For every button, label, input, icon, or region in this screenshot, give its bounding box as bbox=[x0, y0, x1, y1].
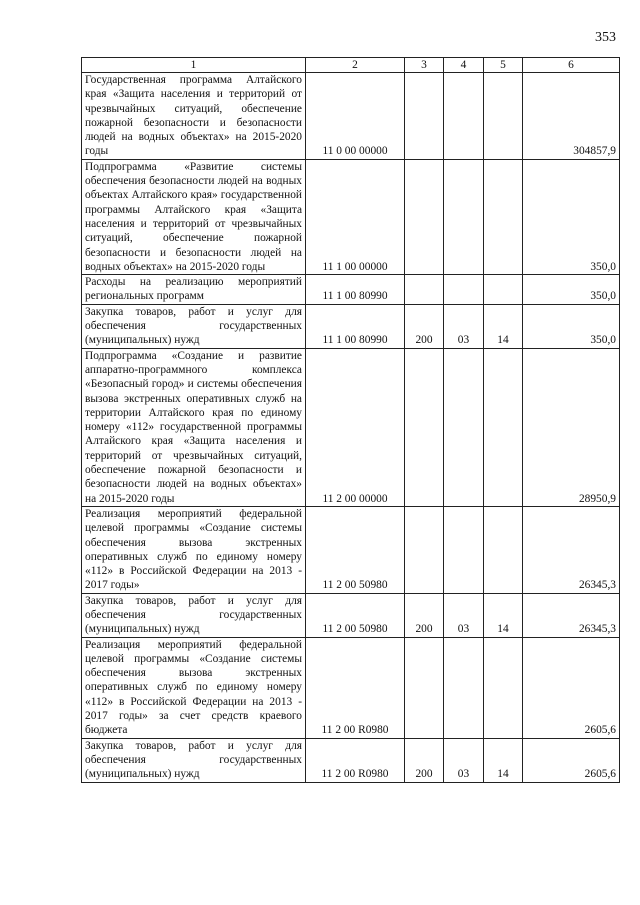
table-header bbox=[82, 58, 620, 73]
row-col-3 bbox=[405, 637, 444, 738]
row-col-5 bbox=[484, 275, 523, 305]
table-row bbox=[82, 637, 620, 738]
table-row bbox=[82, 304, 620, 348]
table-row bbox=[82, 159, 620, 274]
header-col-5: 5 bbox=[484, 58, 523, 73]
row-name: Подпрограмма «Развитие системы обеспечения безопасности людей на водных объектах Алтайского края» государственной программы Алтайского края «Защита населения и территорий от чрезвычайных ситуаций, обеспечение пожарной безопасности и безопасности людей на водных объектах» на 2015-2020 годы bbox=[82, 159, 306, 274]
row-amount: 26345,3 bbox=[523, 593, 620, 637]
row-name: Закупка товаров, работ и услуг для обеспечения государственных (муниципальных) нужд bbox=[82, 304, 306, 348]
row-col-5 bbox=[484, 637, 523, 738]
row-amount: 350,0 bbox=[523, 159, 620, 274]
row-col-5 bbox=[484, 506, 523, 593]
row-code: 11 1 00 80990 bbox=[306, 275, 405, 305]
row-code: 11 2 00 R0980 bbox=[306, 738, 405, 782]
row-code: 11 2 00 50980 bbox=[306, 506, 405, 593]
row-col-3 bbox=[405, 73, 444, 160]
row-name: Реализация мероприятий федеральной целевой программы «Создание системы обеспечения вызова экстренных оперативных служб по единому номеру «112» в Российской Федерации на 2013 - 2017 годы» bbox=[82, 506, 306, 593]
header-col-2: 2 bbox=[306, 58, 405, 73]
row-col-4: 03 bbox=[444, 593, 484, 637]
row-amount: 2605,6 bbox=[523, 637, 620, 738]
row-col-5 bbox=[484, 73, 523, 160]
row-code: 11 2 00 00000 bbox=[306, 348, 405, 506]
row-col-5 bbox=[484, 159, 523, 274]
row-col-4 bbox=[444, 159, 484, 274]
header-col-3: 3 bbox=[405, 58, 444, 73]
row-col-4: 03 bbox=[444, 304, 484, 348]
row-col-3: 200 bbox=[405, 304, 444, 348]
page-number: 353 bbox=[595, 30, 616, 45]
table-body bbox=[82, 73, 620, 783]
row-code: 11 2 00 50980 bbox=[306, 593, 405, 637]
header-col-4: 4 bbox=[444, 58, 484, 73]
row-col-4 bbox=[444, 506, 484, 593]
row-amount: 350,0 bbox=[523, 275, 620, 305]
row-col-5: 14 bbox=[484, 304, 523, 348]
row-col-3 bbox=[405, 506, 444, 593]
row-col-3 bbox=[405, 348, 444, 506]
row-amount: 2605,6 bbox=[523, 738, 620, 782]
table-row bbox=[82, 348, 620, 506]
table-row bbox=[82, 73, 620, 160]
row-col-3 bbox=[405, 159, 444, 274]
row-amount: 350,0 bbox=[523, 304, 620, 348]
row-amount: 28950,9 bbox=[523, 348, 620, 506]
row-col-5: 14 bbox=[484, 738, 523, 782]
row-col-4 bbox=[444, 275, 484, 305]
budget-table bbox=[81, 57, 620, 783]
row-col-5 bbox=[484, 348, 523, 506]
table-row bbox=[82, 506, 620, 593]
row-code: 11 1 00 00000 bbox=[306, 159, 405, 274]
row-col-4 bbox=[444, 348, 484, 506]
row-name: Расходы на реализацию мероприятий региональных программ bbox=[82, 275, 306, 305]
row-col-3: 200 bbox=[405, 738, 444, 782]
header-col-6: 6 bbox=[523, 58, 620, 73]
table-row bbox=[82, 738, 620, 782]
row-col-4 bbox=[444, 73, 484, 160]
row-code: 11 1 00 80990 bbox=[306, 304, 405, 348]
table-row bbox=[82, 593, 620, 637]
row-col-4: 03 bbox=[444, 738, 484, 782]
header-col-1: 1 bbox=[82, 58, 306, 73]
row-name: Закупка товаров, работ и услуг для обеспечения государственных (муниципальных) нужд bbox=[82, 593, 306, 637]
row-amount: 304857,9 bbox=[523, 73, 620, 160]
row-name: Подпрограмма «Создание и развитие аппаратно-программного комплекса «Безопасный город» и системы обеспечения вызова экстренных оперативных служб на территории Алтайского края по единому номеру «112» государственной программы Алтайского края «Защита населения и территорий от чрезвычайных ситуаций, обеспечение пожарной безопасности и безопасности людей на водных объектах» на 2015-2020 годы bbox=[82, 348, 306, 506]
row-col-5: 14 bbox=[484, 593, 523, 637]
row-name: Закупка товаров, работ и услуг для обеспечения государственных (муниципальных) нужд bbox=[82, 738, 306, 782]
row-name: Государственная программа Алтайского края «Защита населения и территорий от чрезвычайных ситуаций, обеспечение пожарной безопасности и безопасности людей на водных объектах» на 2015-2020 годы bbox=[82, 73, 306, 160]
table-row bbox=[82, 275, 620, 305]
row-code: 11 0 00 00000 bbox=[306, 73, 405, 160]
row-name: Реализация мероприятий федеральной целевой программы «Создание системы обеспечения вызова экстренных оперативных служб по единому номеру «112» в Российской Федерации на 2013 - 2017 годы» за счет средств краевого бюджета bbox=[82, 637, 306, 738]
row-col-3: 200 bbox=[405, 593, 444, 637]
row-amount: 26345,3 bbox=[523, 506, 620, 593]
header-row bbox=[82, 58, 620, 73]
row-code: 11 2 00 R0980 bbox=[306, 637, 405, 738]
row-col-3 bbox=[405, 275, 444, 305]
row-col-4 bbox=[444, 637, 484, 738]
